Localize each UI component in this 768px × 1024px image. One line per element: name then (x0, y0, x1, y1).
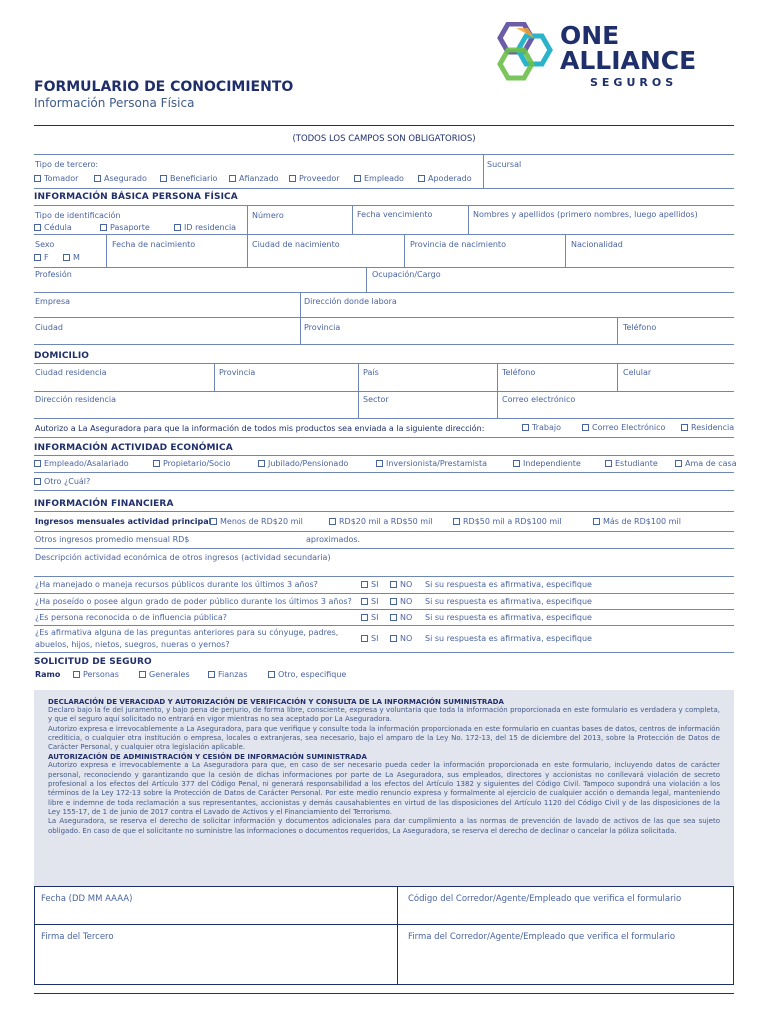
tercero-asegurado[interactable]: Asegurado (94, 174, 147, 183)
pregunta-4a: ¿Es afirmativa alguna de las preguntas anteriores para su cónyuge, padres, (35, 628, 339, 637)
empresa-label: Empresa (35, 297, 71, 306)
checkbox[interactable] (361, 635, 368, 642)
checkbox[interactable] (361, 614, 368, 621)
ing-mas-100[interactable]: Más de RD$100 mil (593, 517, 681, 526)
ocupacion-label: Ocupación/Cargo (372, 270, 441, 279)
checkbox[interactable] (174, 224, 181, 231)
checkbox[interactable] (513, 460, 520, 467)
codigo-label: Código del Corredor/Agente/Empleado que verifica el formulario (408, 894, 682, 904)
act-jubilado[interactable]: Jubilado/Pensionado (258, 459, 348, 468)
fecha-venc-label: Fecha vencimiento (357, 210, 433, 219)
checkbox[interactable] (361, 581, 368, 588)
ciudad-res-label: Ciudad residencia (35, 368, 107, 377)
checkbox[interactable] (160, 175, 167, 182)
form-subtitle: Información Persona Física (34, 96, 195, 110)
ciudad-label: Ciudad (35, 323, 63, 332)
checkbox[interactable] (34, 460, 41, 467)
p1-si[interactable]: SI (361, 580, 378, 589)
ingresos-label: Ingresos mensuales actividad principal (35, 517, 212, 526)
checkbox[interactable] (376, 460, 383, 467)
authorization-p3: Autorizo expresa e irrevocablemente a La Aseguradora para que, en caso de ser necesario pueda ceder la información proporcionada en este formulario, incluyendo datos de carácter personal, reconociendo y garantizando que la cesión de dichas informaciones por parte de La Aseguradora, sus empleados, directores y accionistas no conllevará violación de secreto profesional a los efectos del Artículo 377 del Código Penal, ni generará responsabilidad a los efectos del Artículo 1382 y siguientes del Código Civil. Tampoco supondrá una violación a los términos de la Ley 172-13 sobre la Protección de Datos de Carácter Personal. Por este medio renuncio expresa y formalmente al ejercicio de cualquier acción o demanda legal, manteniendo libre e indemne de toda reclamación a sus representantes, accionistas y demás causahabientes en virtud de las disposiciones del Artículo 1120 del Código Civil y de las disposiciones de la Ley 155-17, de 1 de junio de 2017 contra el Lavado de Activos y el Financiamiento del Terrorismo. (48, 761, 720, 816)
logo (494, 22, 704, 92)
p3-especifique: Si su respuesta es afirmativa, especifique (425, 613, 592, 622)
ramo-fianzas[interactable]: Fianzas (208, 670, 247, 679)
tipo-id-label: Tipo de identificación (35, 211, 121, 220)
correo-label: Correo electrónico (502, 395, 576, 404)
id-cedula[interactable]: Cédula (34, 223, 72, 232)
checkbox[interactable] (34, 175, 41, 182)
checkbox[interactable] (34, 478, 41, 485)
brand-seguros: SEGUROS (590, 76, 678, 89)
provincia-label: Provincia (304, 323, 341, 332)
act-estudiante[interactable]: Estudiante (605, 459, 658, 468)
authorization-p4: La Aseguradora, se reserva el derecho de solicitar información y documentos adicionales para dar cumplimiento a las normas de prevención de lavado de activos de las que sea sujeto obligado. En caso de que el solicitante no suministre las informaciones o documentos requeridos, La Aseguradora, se reserva el derecho de declinar o cancelar la póliza solicitada. (48, 817, 720, 835)
mandatory-notice: (TODOS LOS CAMPOS SON OBLIGATORIOS) (292, 134, 476, 144)
declaration-panel (34, 690, 734, 886)
checkbox[interactable] (675, 460, 682, 467)
checkbox[interactable] (268, 671, 275, 678)
act-ama-casa[interactable]: Ama de casa (675, 459, 737, 468)
ing-50-100[interactable]: RD$50 mil a RD$100 mil (453, 517, 562, 526)
checkbox[interactable] (582, 424, 589, 431)
checkbox[interactable] (94, 175, 101, 182)
divider (34, 125, 734, 126)
dom-provincia-label: Provincia (219, 368, 256, 377)
checkbox[interactable] (210, 518, 217, 525)
checkbox[interactable] (681, 424, 688, 431)
numero-label: Número (252, 211, 284, 220)
checkbox[interactable] (522, 424, 529, 431)
sucursal-label: Sucursal (487, 160, 522, 169)
checkbox[interactable] (208, 671, 215, 678)
celular-label: Celular (623, 368, 652, 377)
descripcion-label: Descripción actividad económica de otros ingresos (actividad secundaria) (35, 553, 331, 562)
pais-label: País (363, 368, 379, 377)
ing-20-50[interactable]: RD$20 mil a RD$50 mil (329, 517, 433, 526)
telefono-label: Teléfono (623, 323, 657, 332)
checkbox[interactable] (418, 175, 425, 182)
sexo-m[interactable]: M (63, 253, 80, 262)
basica-heading: INFORMACIÓN BÁSICA PERSONA FÍSICA (34, 192, 238, 202)
actividad-heading: INFORMACIÓN ACTIVIDAD ECONÓMICA (34, 443, 233, 453)
tercero-beneficiario[interactable]: Beneficiario (160, 174, 217, 183)
declaration-p1: Declaro bajo la fe del juramento, y bajo pena de perjurio, de forma libre, consciente, expresa y voluntaria que toda la información proporcionada en este formulario es verdadera y completa, y que el seguro aquí solicitado no entrará en vigor mientras no sea aceptado por La Aseguradora. (48, 706, 720, 724)
p4-especifique: Si su respuesta es afirmativa, especifique (425, 634, 592, 643)
tercero-proveedor[interactable]: Proveedor (289, 174, 340, 183)
checkbox[interactable] (34, 254, 41, 261)
aproximados-label: aproximados. (306, 535, 361, 544)
checkbox[interactable] (593, 518, 600, 525)
checkbox[interactable] (289, 175, 296, 182)
p1-especifique: Si su respuesta es afirmativa, especifique (425, 580, 592, 589)
checkbox[interactable] (354, 175, 361, 182)
authorization-heading: AUTORIZACIÓN DE ADMINISTRACIÓN Y CESIÓN DE INFORMACIÓN SUMINISTRADA (48, 753, 367, 762)
checkbox[interactable] (73, 671, 80, 678)
logo-mark-icon (494, 22, 560, 84)
checkbox[interactable] (361, 598, 368, 605)
tercero-apoderado[interactable]: Apoderado (418, 174, 472, 183)
declaration-p2: Autorizo expresa e irrevocablemente a La Aseguradora, para que verifique y consulte toda la información proporcionada en este formulario en cuantas bases de datos, centros de información crediticia, o cualquier otra institución o empresa, locales o extranjeras, sea necesario, bajo el amparo de la Ley No. 172-13, del 15 de diciembre del 2013, sobre la Protección de Datos de Carácter Personal, y cualquier otra legislación aplicable. (48, 724, 720, 752)
provincia-nac-label: Provincia de nacimiento (410, 240, 506, 249)
pregunta-3: ¿Es persona reconocida o de influencia pública? (35, 613, 227, 622)
p2-no[interactable]: NO (390, 597, 412, 606)
checkbox[interactable] (153, 460, 160, 467)
act-empleado[interactable]: Empleado/Asalariado (34, 459, 129, 468)
declaration-heading: DECLARACIÓN DE VERACIDAD Y AUTORIZACIÓN DE VERIFICACIÓN Y CONSULTA DE LA INFORMACIÓN SUMINISTRADA (48, 698, 504, 706)
brand-one: ONE (560, 21, 620, 50)
firma-tercero-label: Firma del Tercero (41, 932, 114, 942)
ciudad-nac-label: Ciudad de nacimiento (252, 240, 340, 249)
checkbox[interactable] (34, 224, 41, 231)
pregunta-1: ¿Ha manejado o maneja recursos públicos durante los últimos 3 años? (35, 580, 318, 589)
p4-no[interactable]: NO (390, 634, 412, 643)
act-otro[interactable]: Otro ¿Cuál? (34, 477, 90, 486)
envio-correo[interactable]: Correo Electrónico (582, 423, 665, 432)
ramo-label: Ramo (35, 670, 61, 679)
checkbox[interactable] (390, 635, 397, 642)
p2-especifique: Si su respuesta es afirmativa, especifique (425, 597, 592, 606)
fecha-label: Fecha (DD MM AAAA) (41, 894, 133, 904)
checkbox[interactable] (258, 460, 265, 467)
act-inversionista[interactable]: Inversionista/Prestamista (376, 459, 487, 468)
tercero-empleado[interactable]: Empleado (354, 174, 404, 183)
direccion-labora-label: Dirección donde labora (304, 297, 397, 306)
id-pasaporte[interactable]: Pasaporte (100, 223, 150, 232)
p1-no[interactable]: NO (390, 580, 412, 589)
dom-telefono-label: Teléfono (502, 368, 536, 377)
p3-si[interactable]: SI (361, 613, 378, 622)
ramo-personas[interactable]: Personas (73, 670, 119, 679)
sexo-f[interactable]: F (34, 253, 49, 262)
checkbox[interactable] (605, 460, 612, 467)
solicitud-heading: SOLICITUD DE SEGURO (34, 657, 152, 667)
profesion-label: Profesión (35, 270, 72, 279)
tercero-afianzado[interactable]: Afianzado (229, 174, 279, 183)
checkbox[interactable] (229, 175, 236, 182)
pregunta-4b: abuelos, hijos, nietos, suegros, nueras o yernos? (35, 640, 230, 649)
form-title: FORMULARIO DE CONOCIMIENTO (34, 79, 294, 95)
nacionalidad-label: Nacionalidad (571, 240, 623, 249)
act-independiente[interactable]: Independiente (513, 459, 581, 468)
p3-no[interactable]: NO (390, 613, 412, 622)
firma-corredor-label: Firma del Corredor/Agente/Empleado que verifica el formulario (408, 932, 676, 942)
ramo-otro[interactable]: Otro, especifique (268, 670, 346, 679)
fecha-nac-label: Fecha de nacimiento (112, 240, 196, 249)
p2-si[interactable]: SI (361, 597, 378, 606)
checkbox[interactable] (390, 598, 397, 605)
p4-si[interactable]: SI (361, 634, 378, 643)
nombres-label: Nombres y apellidos (primero nombres, luego apellidos) (473, 210, 698, 219)
checkbox[interactable] (453, 518, 460, 525)
tercero-tomador[interactable]: Tomador (34, 174, 78, 183)
envio-residencia[interactable]: Residencia (681, 423, 734, 432)
checkbox[interactable] (63, 254, 70, 261)
brand-alliance: ALLIANCE (560, 46, 697, 75)
checkbox[interactable] (139, 671, 146, 678)
checkbox[interactable] (390, 581, 397, 588)
financiera-heading: INFORMACIÓN FINANCIERA (34, 499, 174, 509)
act-propietario[interactable]: Propietario/Socio (153, 459, 231, 468)
id-residencia[interactable]: ID residencia (174, 223, 236, 232)
tercero-label: Tipo de tercero: (35, 160, 99, 169)
otros-ingresos-label: Otros ingresos promedio mensual RD$ (35, 535, 190, 544)
domicilio-heading: DOMICILIO (34, 351, 90, 361)
checkbox[interactable] (390, 614, 397, 621)
checkbox[interactable] (329, 518, 336, 525)
sexo-label: Sexo (35, 240, 55, 249)
checkbox[interactable] (100, 224, 107, 231)
ramo-generales[interactable]: Generales (139, 670, 190, 679)
envio-trabajo[interactable]: Trabajo (522, 423, 561, 432)
direccion-res-label: Dirección residencia (35, 395, 116, 404)
ing-menos-20[interactable]: Menos de RD$20 mil (210, 517, 303, 526)
sector-label: Sector (363, 395, 389, 404)
autorizo-envio: Autorizo a La Aseguradora para que la información de todos mis productos sea enviada a la siguiente dirección: (35, 424, 485, 433)
pregunta-2: ¿Ha poseído o posee algun grado de poder público durante los últimos 3 años? (35, 597, 352, 606)
